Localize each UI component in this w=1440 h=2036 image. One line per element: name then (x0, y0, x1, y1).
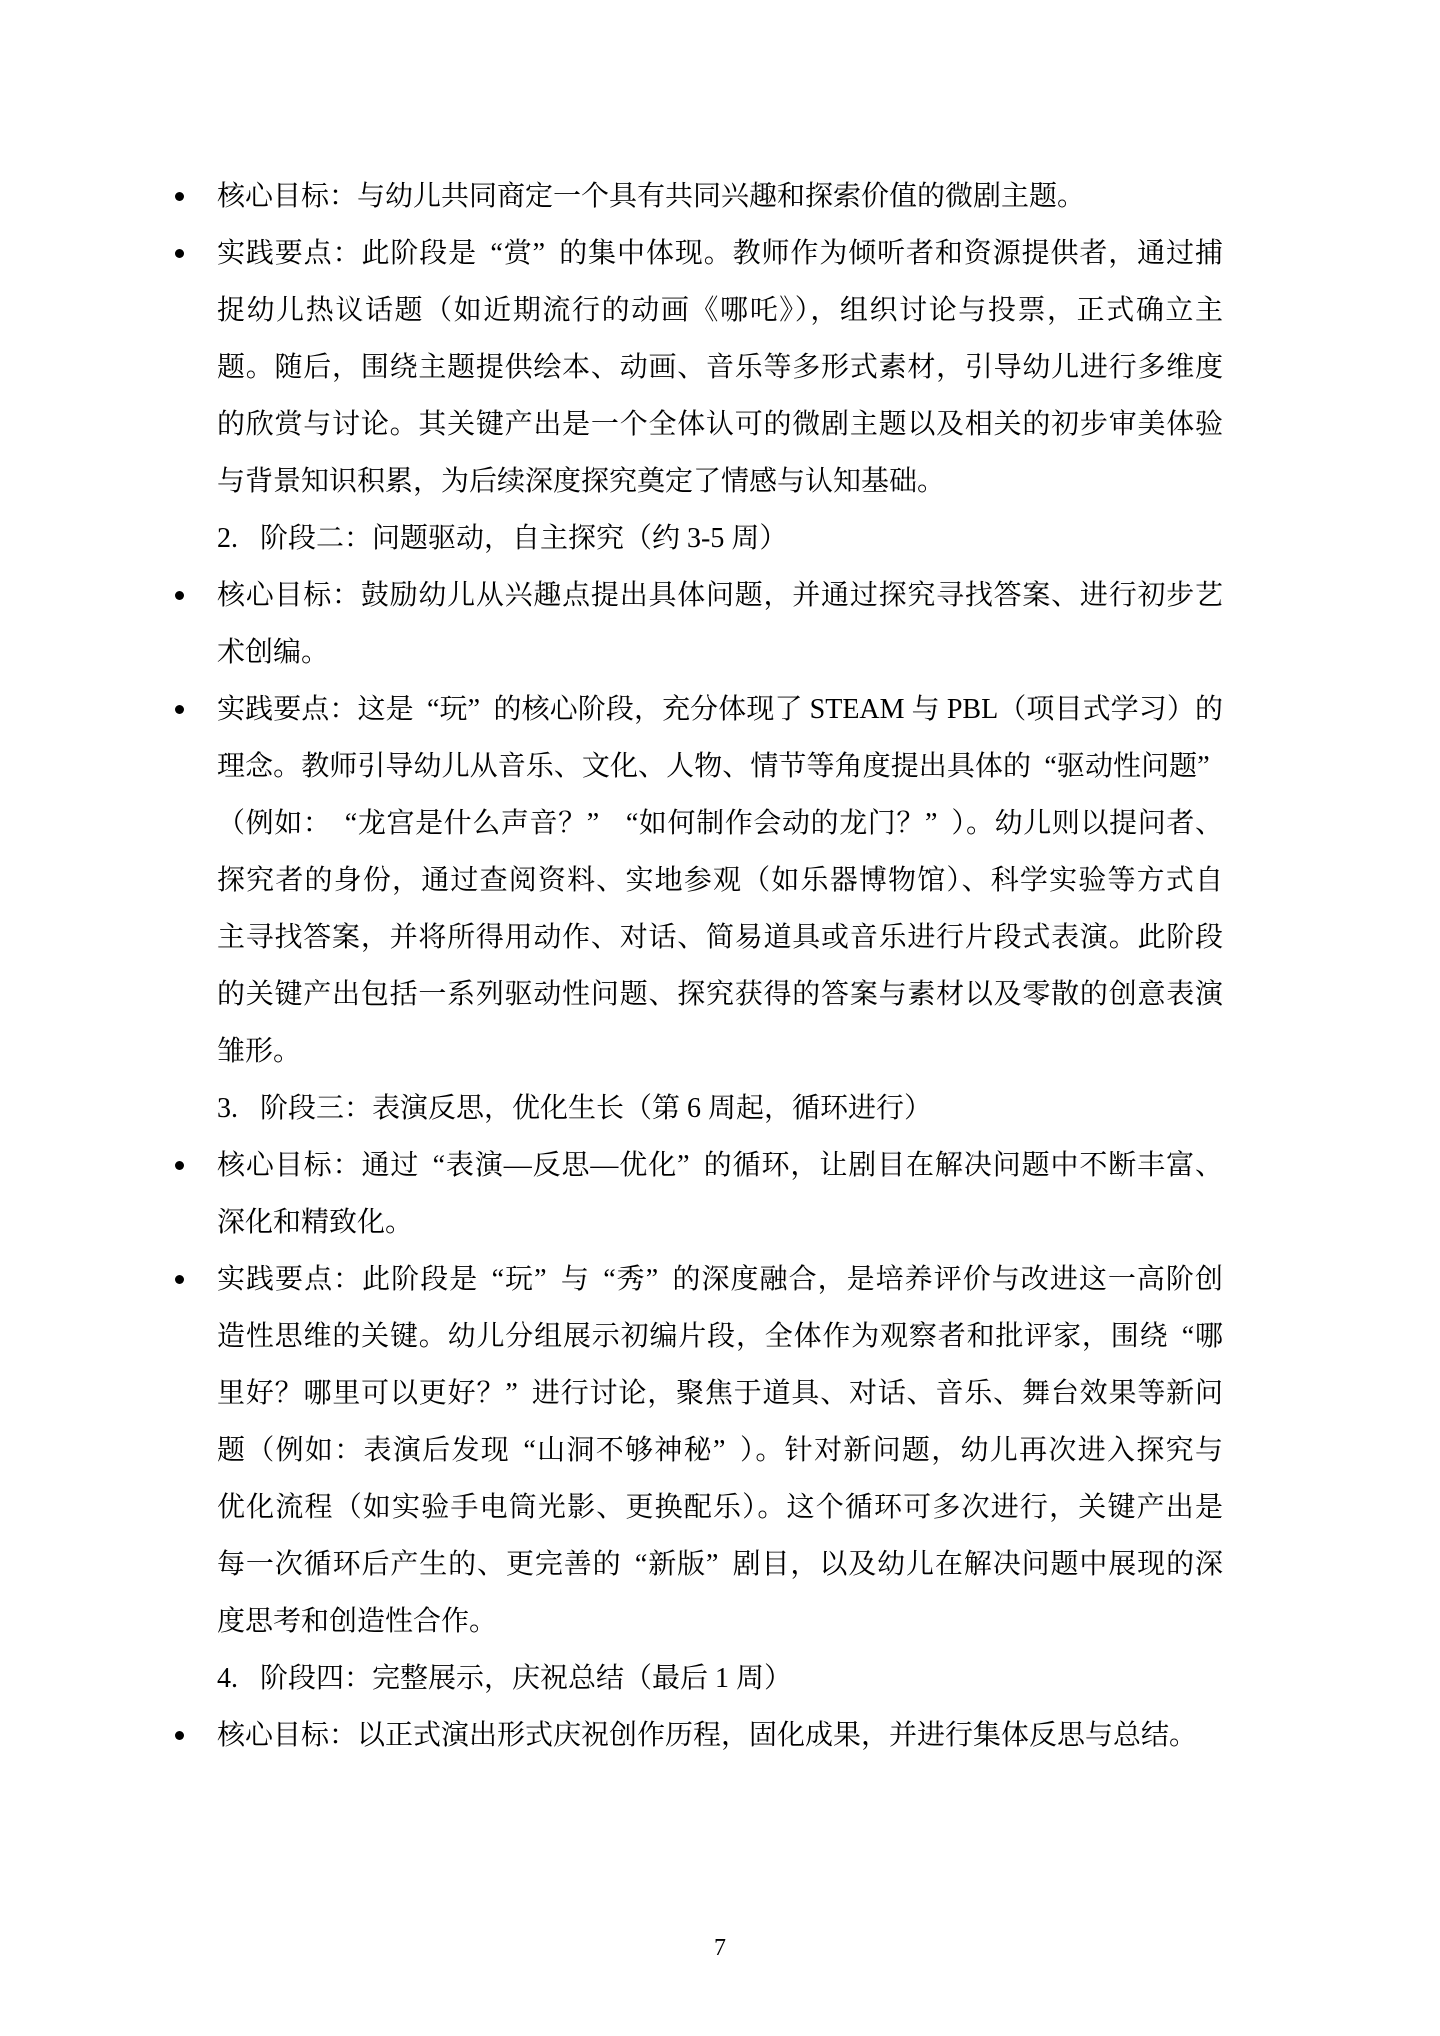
fullwidth-quote: ” (1197, 751, 1210, 782)
item-text-line: 捉幼儿热议话题（如近期流行的动画《哪吒》），组织讨论与投票，正式确立主 (217, 295, 1223, 326)
bullet-icon (175, 1731, 184, 1740)
item-text-line: 题。随后，围绕主题提供绘本、动画、音乐等多形式素材，引导幼儿进行多维度 (217, 352, 1223, 383)
list-item (217, 1251, 1223, 1650)
item-text-line: 理念。教师引导幼儿从音乐、文化、人物、情节等角度提出具体的 “驱动性问题” (217, 738, 1223, 795)
item-text-line: 优化流程（如实验手电筒光影、更换配乐）。这个循环可多次进行，关键产出是 (217, 1492, 1223, 1523)
fullwidth-quote: ” (534, 1264, 547, 1295)
fullwidth-quote: ” (712, 1435, 726, 1466)
fullwidth-quote: ” (505, 1378, 518, 1409)
fullwidth-quote: ” (925, 808, 938, 839)
bullet-icon (175, 192, 184, 201)
item-text-line: 实践要点：此阶段是 “玩” 与 “秀” 的深度融合，是培养评价与改进这一高阶创 (217, 1251, 1223, 1308)
fullwidth-quote: “ (634, 1549, 648, 1580)
fullwidth-quote: ” (645, 1264, 659, 1295)
fullwidth-quote: “ (625, 808, 639, 839)
bullet-icon (175, 249, 184, 258)
fullwidth-quote: “ (344, 808, 358, 839)
item-text-line: 3. 阶段三：表演反思，优化生长（第 6 周起，循环进行） (217, 1080, 1223, 1137)
item-text-line: 实践要点：这是 “玩” 的核心阶段，充分体现了 STEAM 与 PBL（项目式学习）的 (217, 681, 1223, 738)
fullwidth-quote: “ (1044, 751, 1057, 782)
item-text-line: 术创编。 (217, 637, 330, 668)
list-item (217, 1080, 1223, 1137)
item-text-line: 深化和精致化。 (217, 1207, 414, 1238)
item-text-line: 度思考和创造性合作。 (217, 1606, 498, 1637)
list-item (217, 510, 1223, 567)
item-text-line: 与背景知识积累，为后续深度探究奠定了情感与认知基础。 (217, 466, 946, 497)
item-text-line: 核心目标：鼓励幼儿从兴趣点提出具体问题，并通过探究寻找答案、进行初步艺 (217, 580, 1223, 611)
bullet-icon (175, 1275, 184, 1284)
list-item (217, 681, 1223, 1080)
fullwidth-quote: “ (490, 238, 503, 269)
bullet-icon (175, 591, 184, 600)
page-number: 7 (714, 1935, 726, 1961)
fullwidth-quote: “ (432, 1150, 446, 1181)
bullet-icon (175, 705, 184, 714)
list-item (217, 1650, 1223, 1707)
bullet-icon (175, 1161, 184, 1170)
fullwidth-quote: “ (523, 1435, 536, 1466)
item-text-line: 探究者的身份，通过查阅资料、实地参观（如乐器博物馆）、科学实验等方式自 (217, 865, 1223, 896)
fullwidth-quote: ” (532, 238, 546, 269)
item-number: 2. (217, 523, 238, 554)
fullwidth-quote: “ (427, 694, 440, 725)
item-number: 4. (217, 1663, 238, 1694)
list-item (217, 1707, 1223, 1764)
list-item (217, 225, 1223, 510)
item-text-line: 4. 阶段四：完整展示，庆祝总结（最后 1 周） (217, 1650, 1223, 1707)
item-text-line: 里好？哪里可以更好？” 进行讨论，聚焦于道具、对话、音乐、舞台效果等新问 (217, 1365, 1223, 1422)
fullwidth-quote: “ (603, 1264, 616, 1295)
list-item (217, 1137, 1223, 1251)
item-text-line: 核心目标：以正式演出形式庆祝创作历程，固化成果，并进行集体反思与总结。 (217, 1720, 1198, 1751)
fullwidth-quote: ” (677, 1150, 690, 1181)
list-item (217, 168, 1223, 225)
item-text-line: 造性思维的关键。幼儿分组展示初编片段，全体作为观察者和批评家，围绕 “哪 (217, 1308, 1223, 1365)
fullwidth-quote: “ (1181, 1321, 1195, 1352)
fullwidth-quote: “ (491, 1264, 504, 1295)
fullwidth-quote: ” (586, 808, 600, 839)
fullwidth-quote: ” (467, 694, 481, 725)
item-text-line: （例如： “龙宫是什么声音？” “如何制作会动的龙门？” ）。幼儿则以提问者、 (217, 795, 1223, 852)
item-number: 3. (217, 1093, 238, 1124)
fullwidth-quote: ” (705, 1549, 719, 1580)
item-text-line: 每一次循环后产生的、更完善的 “新版” 剧目，以及幼儿在解决问题中展现的深 (217, 1536, 1223, 1593)
item-text-line: 实践要点：此阶段是 “赏” 的集中体现。教师作为倾听者和资源提供者，通过捕 (217, 225, 1223, 282)
list-item (217, 567, 1223, 681)
item-text-line: 题（例如：表演后发现 “山洞不够神秘” ）。针对新问题，幼儿再次进入探究与 (217, 1422, 1223, 1479)
item-text-line: 雏形。 (217, 1036, 302, 1067)
item-text-line: 主寻找答案，并将所得用动作、对话、简易道具或音乐进行片段式表演。此阶段 (217, 922, 1223, 953)
item-text-line: 2. 阶段二：问题驱动，自主探究（约 3-5 周） (217, 510, 1223, 567)
item-text-line: 的关键产出包括一系列驱动性问题、探究获得的答案与素材以及零散的创意表演 (217, 979, 1223, 1010)
document-body (217, 168, 1223, 1764)
item-text-line: 核心目标：与幼儿共同商定一个具有共同兴趣和探索价值的微剧主题。 (217, 181, 1086, 212)
item-text-line: 核心目标：通过 “表演—反思—优化” 的循环，让剧目在解决问题中不断丰富、 (217, 1137, 1223, 1194)
item-text-line: 的欣赏与讨论。其关键产出是一个全体认可的微剧主题以及相关的初步审美体验 (217, 409, 1223, 440)
